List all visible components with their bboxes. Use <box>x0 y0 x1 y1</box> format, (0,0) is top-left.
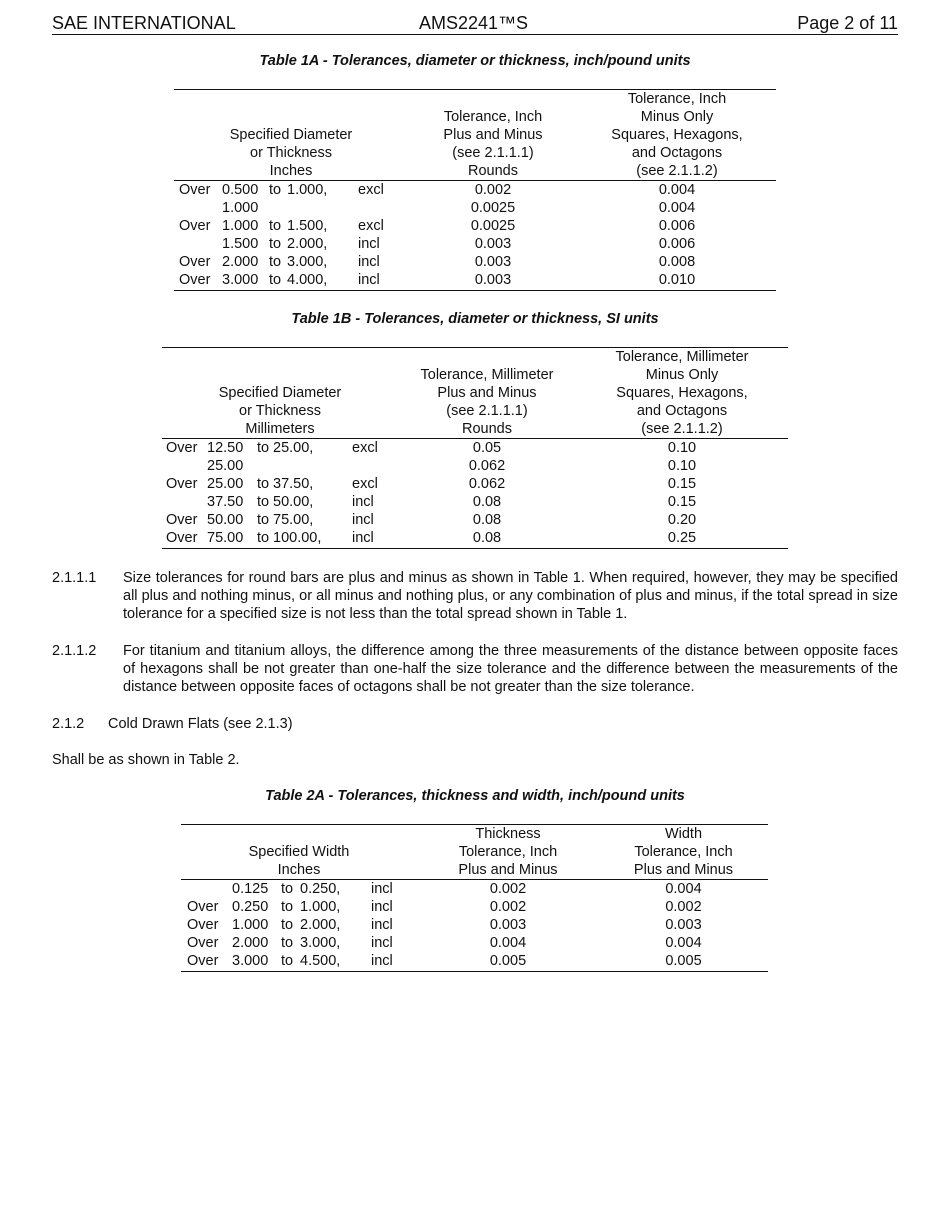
table-row <box>162 511 788 529</box>
cell-shapes: 0.008 <box>658 254 696 270</box>
table-row <box>174 253 776 271</box>
cell-shapes: 0.10 <box>667 440 697 456</box>
cell-rounds: 0.08 <box>472 494 502 510</box>
document-id: AMS2241™S <box>419 13 529 33</box>
cell-qualifier: incl <box>371 899 393 915</box>
cell-from: 3.000 <box>222 272 259 288</box>
cell-rounds: 0.003 <box>474 272 512 288</box>
cell-upper: 1.000, <box>287 182 328 198</box>
table-row <box>174 271 776 289</box>
table-row <box>181 898 768 916</box>
header-line: Tolerance, Inch <box>627 91 727 107</box>
cell-from: 2.000 <box>222 254 259 270</box>
header-line: Rounds <box>468 163 518 179</box>
header-line: Thickness <box>475 826 541 842</box>
table-2a <box>181 824 768 974</box>
cell-rounds: 0.062 <box>468 458 506 474</box>
cell-from: 1.000 <box>222 218 259 234</box>
cell-rounds: 0.002 <box>474 182 512 198</box>
header-line: Inches <box>277 862 321 878</box>
col-header-shapes <box>578 90 776 180</box>
table-rule <box>162 548 788 549</box>
cell-from: 0.250 <box>232 899 269 915</box>
cell-prefix: Over <box>187 935 219 951</box>
cell-prefix: Over <box>179 218 211 234</box>
cell-qualifier: excl <box>352 440 378 456</box>
table-row <box>181 952 768 970</box>
col-header-width <box>599 825 768 879</box>
cell-qualifier: incl <box>352 530 374 546</box>
cell-to: to <box>269 254 282 270</box>
cell-to: to <box>281 899 294 915</box>
cell-rounds: 0.062 <box>468 476 506 492</box>
paragraph-text: Size tolerances for round bars are plus and minus as shown in Table 1. When required, however, they may be specified all plus and nothing minus, or all minus and nothing plus, or any combination of plus and minus, if the total spread in size tolerance for a specified size is not less than the total spread shown in Table 1. <box>123 570 898 622</box>
header-line: Specified Diameter <box>218 385 342 401</box>
section-number: 2.1.2 <box>52 716 85 732</box>
header-line: Squares, Hexagons, <box>611 127 743 143</box>
cell-qualifier: excl <box>358 182 384 198</box>
cell-to: to <box>269 182 282 198</box>
cell-shapes: 0.006 <box>658 236 696 252</box>
header-line: and Octagons <box>636 403 728 419</box>
cell-to: to <box>257 494 270 510</box>
table-row <box>174 199 776 217</box>
header-line: or Thickness <box>250 145 332 161</box>
page-header <box>52 12 898 35</box>
cell-thickness: 0.004 <box>489 935 527 951</box>
header-line: and Octagons <box>631 145 723 161</box>
cell-from: 3.000 <box>232 953 269 969</box>
cell-shapes: 0.25 <box>667 530 697 546</box>
header-line: Width <box>664 826 703 842</box>
header-line: Tolerance, Millimeter <box>615 349 749 365</box>
header-line: Plus and Minus <box>443 127 543 143</box>
header-line: Millimeters <box>245 421 315 437</box>
cell-prefix: Over <box>187 953 219 969</box>
cell-rounds: 0.0025 <box>470 218 516 234</box>
paragraph-number: 2.1.1.2 <box>52 643 97 659</box>
cell-prefix: Over <box>166 440 198 456</box>
cell-qualifier: incl <box>352 494 374 510</box>
table-row <box>162 493 788 511</box>
table-1b-caption: Table 1B - Tolerances, diameter or thickness, SI units <box>291 311 659 327</box>
cell-shapes: 0.006 <box>658 218 696 234</box>
cell-qualifier: incl <box>371 881 393 897</box>
cell-upper: 3.000, <box>300 935 341 951</box>
cell-upper: 2.000, <box>300 917 341 933</box>
cell-from: 1.000 <box>222 200 259 216</box>
cell-from: 2.000 <box>232 935 269 951</box>
cell-from: 50.00 <box>207 512 244 528</box>
cell-from: 25.00 <box>207 458 244 474</box>
header-line: (see 2.1.1.1) <box>446 403 528 419</box>
col-header-thickness <box>417 825 599 879</box>
table-1a <box>174 89 776 292</box>
table-row <box>162 439 788 457</box>
col-header-specified <box>174 126 408 180</box>
header-line: Specified Diameter <box>229 127 353 143</box>
header-line: Tolerance, Inch <box>443 109 543 125</box>
cell-prefix: Over <box>179 272 211 288</box>
cell-from: 12.50 <box>207 440 244 456</box>
cell-from: 0.125 <box>232 881 269 897</box>
table-1a-caption: Table 1A - Tolerances, diameter or thickness, inch/pound units <box>259 53 691 69</box>
cell-qualifier: incl <box>358 254 380 270</box>
cell-prefix: Over <box>166 530 198 546</box>
header-line: (see 2.1.1.1) <box>452 145 534 161</box>
header-line: Inches <box>269 163 313 179</box>
cell-upper: 1.000, <box>300 899 341 915</box>
table-1b <box>162 347 788 550</box>
cell-to: to <box>269 272 282 288</box>
header-line: (see 2.1.1.2) <box>641 421 723 437</box>
cell-upper: 0.250, <box>300 881 341 897</box>
cell-to: to <box>281 953 294 969</box>
cell-to: to <box>281 917 294 933</box>
cell-to: to <box>281 881 294 897</box>
cell-upper: 1.500, <box>287 218 328 234</box>
cell-qualifier: incl <box>371 953 393 969</box>
cell-width: 0.005 <box>665 953 702 969</box>
cell-width: 0.004 <box>665 881 702 897</box>
cell-shapes: 0.004 <box>658 200 696 216</box>
cell-shapes: 0.004 <box>658 182 696 198</box>
table-row <box>174 235 776 253</box>
cell-prefix: Over <box>166 476 198 492</box>
table-row <box>181 880 768 898</box>
header-line: Tolerance, Inch <box>458 844 558 860</box>
cell-qualifier: incl <box>371 917 393 933</box>
table-row <box>162 475 788 493</box>
cell-shapes: 0.20 <box>667 512 697 528</box>
col-header-specified <box>162 384 398 438</box>
cell-shapes: 0.15 <box>667 476 697 492</box>
cell-shapes: 0.010 <box>658 272 696 288</box>
cell-upper: 50.00, <box>273 494 314 510</box>
header-line: Plus and Minus <box>437 385 537 401</box>
cell-qualifier: excl <box>352 476 378 492</box>
page-number: Page 2 of 11 <box>797 13 898 33</box>
header-line: Tolerance, Inch <box>634 844 733 860</box>
cell-rounds: 0.0025 <box>470 200 516 216</box>
col-header-specified <box>181 843 417 879</box>
cell-upper: 3.000, <box>287 254 328 270</box>
header-line: Minus Only <box>640 109 714 125</box>
table-row <box>181 934 768 952</box>
cell-thickness: 0.002 <box>489 899 527 915</box>
header-line: Plus and Minus <box>458 862 558 878</box>
table-row <box>162 457 788 475</box>
cell-from: 1.000 <box>232 917 269 933</box>
table-rule <box>181 971 768 972</box>
cell-prefix: Over <box>187 899 219 915</box>
cell-thickness: 0.003 <box>489 917 527 933</box>
cell-rounds: 0.05 <box>472 440 502 456</box>
cell-prefix: Over <box>166 512 198 528</box>
cell-width: 0.003 <box>665 917 702 933</box>
cell-prefix: Over <box>187 917 219 933</box>
cell-from: 25.00 <box>207 476 244 492</box>
table-row <box>174 217 776 235</box>
cell-from: 1.500 <box>222 236 259 252</box>
table-row <box>174 181 776 199</box>
cell-to: to <box>257 512 270 528</box>
table-row <box>162 529 788 547</box>
cell-upper: 37.50, <box>273 476 314 492</box>
table-row <box>181 916 768 934</box>
cell-upper: 75.00, <box>273 512 314 528</box>
cell-to: to <box>269 236 282 252</box>
cell-from: 0.500 <box>222 182 259 198</box>
cell-to: to <box>281 935 294 951</box>
cell-prefix: Over <box>179 254 211 270</box>
header-line: Plus and Minus <box>633 862 734 878</box>
cell-rounds: 0.003 <box>474 236 512 252</box>
cell-from: 37.50 <box>207 494 244 510</box>
cell-upper: 4.500, <box>300 953 341 969</box>
cell-to: to <box>269 218 282 234</box>
cell-prefix: Over <box>179 182 211 198</box>
cell-shapes: 0.10 <box>667 458 697 474</box>
cell-thickness: 0.002 <box>489 881 527 897</box>
cell-to: to <box>257 440 270 456</box>
header-line: Minus Only <box>645 367 719 383</box>
cell-width: 0.004 <box>665 935 702 951</box>
cell-qualifier: incl <box>352 512 374 528</box>
org-name: SAE INTERNATIONAL <box>52 13 236 33</box>
cell-rounds: 0.003 <box>474 254 512 270</box>
header-line: Specified Width <box>248 844 350 860</box>
col-header-shapes <box>576 348 788 438</box>
paragraph-text: For titanium and titanium alloys, the difference among the three measurements of the distance between opposite faces of hexagons shall be not greater than one-half the size tolerance and the difference between the measurements of the distance between opposite faces of octagons shall be not greater than the size tolerance. <box>123 643 898 695</box>
col-header-rounds <box>398 366 576 438</box>
paragraph-number: 2.1.1.1 <box>52 570 97 586</box>
header-line: Tolerance, Millimeter <box>420 367 554 383</box>
cell-upper: 2.000, <box>287 236 328 252</box>
cell-rounds: 0.08 <box>472 530 502 546</box>
cell-upper: 25.00, <box>273 440 314 456</box>
header-line: Rounds <box>462 421 512 437</box>
cell-qualifier: incl <box>358 272 380 288</box>
cell-rounds: 0.08 <box>472 512 502 528</box>
cell-to: to <box>257 530 270 546</box>
col-header-rounds <box>408 108 578 180</box>
cell-qualifier: excl <box>358 218 384 234</box>
cell-thickness: 0.005 <box>489 953 527 969</box>
table-rule <box>174 290 776 291</box>
header-line: or Thickness <box>239 403 321 419</box>
shall-text: Shall be as shown in Table 2. <box>52 752 240 768</box>
cell-from: 75.00 <box>207 530 244 546</box>
cell-width: 0.002 <box>665 899 702 915</box>
cell-qualifier: incl <box>371 935 393 951</box>
header-line: (see 2.1.1.2) <box>636 163 718 179</box>
table-2a-caption: Table 2A - Tolerances, thickness and width, inch/pound units <box>265 788 685 804</box>
cell-upper: 100.00, <box>273 530 322 546</box>
header-line: Squares, Hexagons, <box>616 385 748 401</box>
cell-to: to <box>257 476 270 492</box>
cell-shapes: 0.15 <box>667 494 697 510</box>
cell-upper: 4.000, <box>287 272 328 288</box>
cell-qualifier: incl <box>358 236 380 252</box>
section-title: Cold Drawn Flats (see 2.1.3) <box>108 716 293 732</box>
